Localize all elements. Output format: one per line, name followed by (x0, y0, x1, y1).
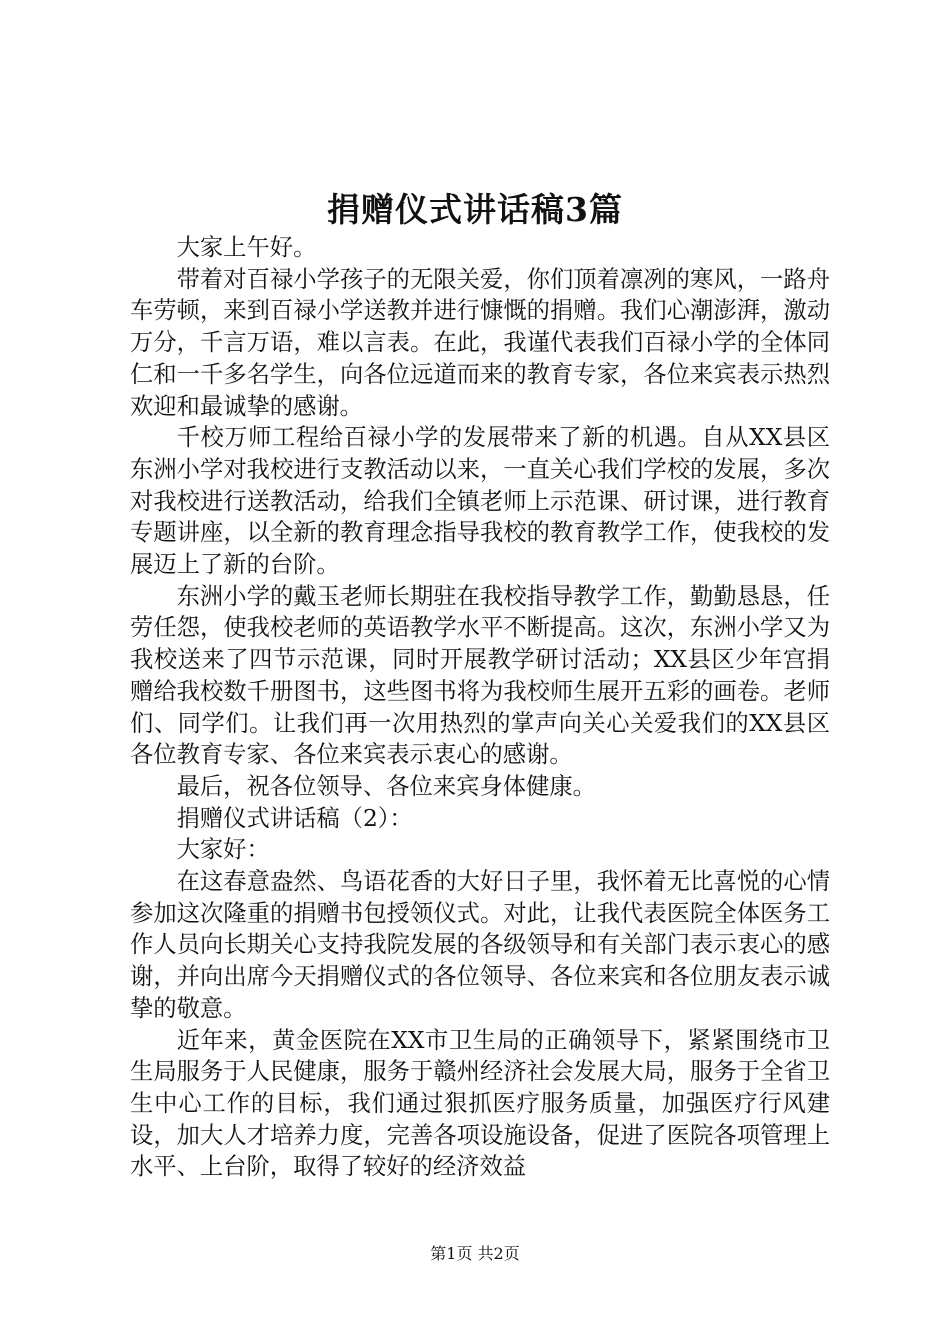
paragraph: 大家好： (176, 836, 270, 864)
paragraph: 近年来，黄金医院在XX市卫生局的正确领导下，紧紧围绕市卫生局服务于人民健康，服务于赣州经济社会发展大局，服务于全省卫生中心工作的目标，我们通过狠抓医疗服务质量，加强医疗行风建设，加大人才培养力度，完善各项设施设备，促进了医院各项管理上水平、上台阶，取得了较好的经济效益 (130, 1026, 830, 1181)
page-number-footer: 第1页 共2页 (430, 1244, 520, 1263)
paragraph: 带着对百禄小学孩子的无限关爱，你们顶着凛冽的寒风，一路舟车劳顿，来到百禄小学送教并进行慷慨的捐赠。我们心潮澎湃，激动万分，千言万语，难以言表。在此，我谨代表我们百禄小学的全体同仁和一千多名学生，向各位远道而来的教育专家，各位来宾表示热烈欢迎和最诚挚的感谢。 (130, 265, 830, 420)
document-title: 捐赠仪式讲话稿3篇 (327, 190, 623, 229)
paragraph: 在这春意盎然、鸟语花香的大好日子里，我怀着无比喜悦的心情参加这次隆重的捐赠书包授领仪式。对此，让我代表医院全体医务工作人员向长期关心支持我院发展的各级领导和有关部门表示衷心的感谢，并向出席今天捐赠仪式的各位领导、各位来宾和各位朋友表示诚挚的敬意。 (130, 868, 830, 1022)
paragraph: 大家上午好。 (176, 234, 317, 261)
paragraph: 东洲小学的戴玉老师长期驻在我校指导教学工作，勤勤恳恳，任劳任怨，使我校老师的英语教学水平不断提高。这次，东洲小学又为我校送来了四节示范课，同时开展教学研讨活动；XX县区少年宫捐赠给我校数千册图书，这些图书将为我校师生展开五彩的画卷。老师们、同学们。让我们再一次用热烈的掌声向关心关爱我们的XX县区各位教育专家、各位来宾表示衷心的感谢。 (130, 582, 830, 769)
section-heading: 捐赠仪式讲话稿（2）： (176, 804, 413, 832)
paragraph: 千校万师工程给百禄小学的发展带来了新的机遇。自从XX县区东洲小学对我校进行支教活动以来，一直关心我们学校的发展，多次对我校进行送教活动，给我们全镇老师上示范课、研讨课，进行教育专题讲座，以全新的教育理念指导我校的教育教学工作，使我校的发展迈上了新的台阶。 (130, 424, 830, 579)
paragraph: 最后，祝各位领导、各位来宾身体健康。 (176, 772, 596, 800)
document-body (130, 232, 830, 1183)
